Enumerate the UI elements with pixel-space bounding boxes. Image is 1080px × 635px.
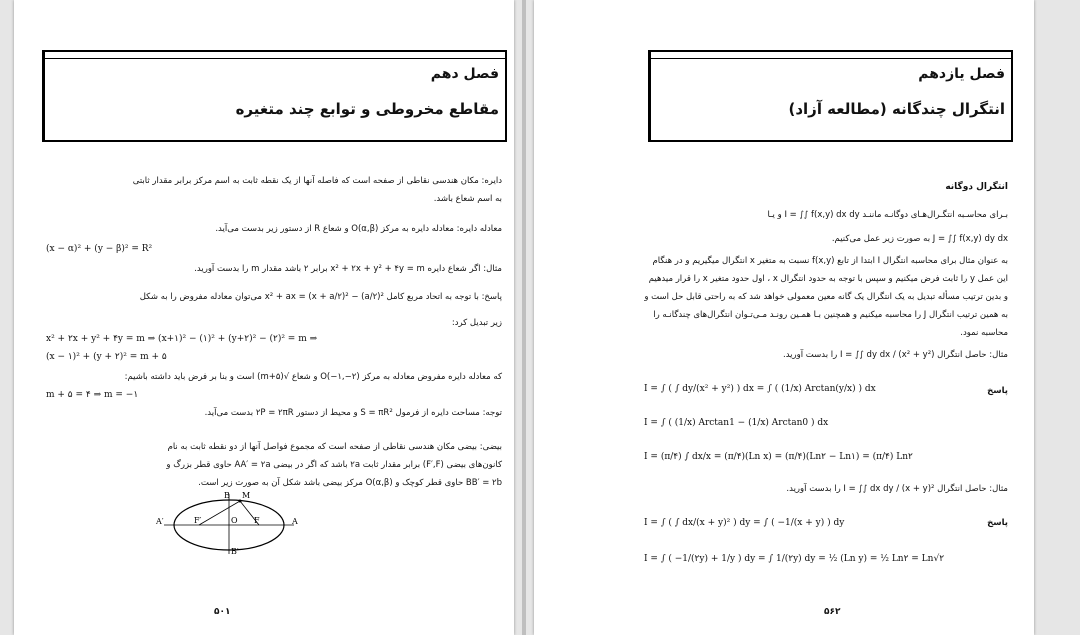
page-number: ۵۰۱: [214, 607, 231, 617]
chapter-title: مقاطع مخروطی و توابع چند متغیره: [235, 100, 499, 118]
circle-equation-text: معادله دایره: معادله دایره به مرکز O(α,β) و شعاع R از دستور زیر بدست می‌آید.: [215, 224, 502, 234]
page-gutter: [522, 0, 526, 635]
paragraph-line-2: این عمل y را ثابت فرض میکنیم و سپس با توجه به حدود انتگرال x ، اول حدود متغیر x را قرار میدهیم: [648, 274, 1008, 284]
solution-step-3: I = (π/۴) ∫ dx/x = (π/۴)(Ln x) = (π/۴)(Ln۲ − Ln۱) = (π/۴) Ln۲: [644, 452, 913, 462]
equation-1: x² + ۲x + y² + ۴y = m ⇒ (x+۱)² − (۱)² + (y+۲)² − (۲)² = m ⇒: [46, 334, 318, 344]
circle-definition-cont: به اسم شعاع باشد.: [433, 194, 502, 204]
chapter-number: فصل یازدهم: [918, 66, 1005, 82]
equation-3: m + ۵ = ۴ ⇒ m = −۱: [46, 390, 139, 400]
example-text: مثال: اگر شعاع دایره x² + ۲x + y² + ۴y = m برابر ۲ باشد مقدار m را بدست آورید.: [194, 264, 502, 274]
note-text: توجه: مساحت دایره از فرمول S = πR² و محیط از دستور ۲P = ۲πR بدست می‌آید.: [204, 408, 502, 418]
solution-step-5: I = ∫ ( −1/(۲y) + 1/y ) dy = ∫ 1/(۲y) dy = ½ (Ln y) = ½ Ln۲ = Ln√۲: [644, 554, 945, 564]
example-2: مثال: حاصل انتگرال I = ∫∫ dx dy / (x + y)² را بدست آورید.: [786, 484, 1008, 494]
equation-2: (x − ۱)² + (y + ۲)² = m + ۵: [46, 352, 167, 362]
ellipse-definition: بیضی: بیضی مکان هندسی نقاطی از صفحه است که مجموع فواصل آنها از دو نقطه ثابت به نام: [167, 442, 502, 452]
fig-label-a-prime: A′: [156, 517, 164, 526]
right-page: [534, 0, 1034, 635]
chapter-header: [648, 50, 1013, 142]
chapter-title: انتگرال چندگانه (مطالعه آزاد): [788, 100, 1005, 118]
intro-text: بـرای محاسـبه انتگـرال‌هـای دوگانـه ماننـد I = ∫∫ f(x,y) dx dy و یـا: [767, 210, 1008, 220]
fig-label-a: A: [292, 517, 298, 526]
answer-text-cont: زیر تبدیل کرد:: [451, 318, 502, 328]
solution-step-4: I = ∫ ( ∫ dx/(x + y)² ) dy = ∫ ( −1/(x + y) ) dy: [644, 518, 845, 528]
chapter-header: [42, 50, 507, 142]
answer-label-2: پاسخ: [987, 518, 1008, 528]
fig-label-m: M: [242, 491, 251, 500]
fig-label-o: O: [231, 516, 238, 525]
chapter-number: فصل دهم: [430, 66, 499, 82]
ellipse-figure: [154, 490, 304, 556]
intro-text-cont: J = ∫∫ f(x,y) dy dx به صورت زیر عمل می‌کنیم.: [831, 234, 1008, 244]
fig-label-f-prime: F′: [194, 516, 202, 525]
fig-label-f: F: [254, 516, 260, 525]
circle-equation: (x − α)² + (y − β)² = R²: [46, 244, 153, 254]
ellipse-definition-3: BB′ = ۲b حاوی قطر کوچک و O(α,β) مرکز بیضی باشد شکل آن به صورت زیر است.: [198, 478, 502, 488]
fig-label-b-prime: B′: [231, 547, 239, 556]
paragraph-line-1: به عنوان مثال برای محاسبه انتگرال I ابتدا از تابع f(x,y) نسبت به متغیر x انتگرال میگیریم و در هنگام: [652, 256, 1008, 266]
paragraph-line-3: و بدین ترتیب مسأله تبدیل به یک انتگرال یک گانه معین معمولی خواهد شد که به راحتی قابل حل است و: [644, 292, 1008, 302]
page-number: ۵۶۲: [824, 607, 841, 617]
solution-step-2: I = ∫ ( (1/x) Arctan1 − (1/x) Arctan0 ) dx: [644, 418, 829, 428]
answer-label-1: پاسخ: [987, 386, 1008, 396]
center-text: که معادله دایره مفروض معادله به مرکز O(−۱,−۲) و شعاع √(m+۵) است و بنا بر فرض باید داشته باشیم:: [124, 372, 502, 382]
section-heading: انتگرال دوگانه: [945, 182, 1008, 192]
answer-text: پاسخ: با توجه به اتحاد مربع کامل x² + ax = (x + a/۲)² − (a/۲)² می‌توان معادله مفروض را به شکل: [139, 292, 502, 302]
paragraph-line-4: به همین ترتیب انتگرال J را محاسبه میکنیم و همچنین بـا همـین رونـد مـی‌تـوان انتگرال‌های چندگانـه را: [653, 310, 1008, 320]
paragraph-line-5: محاسبه نمود.: [960, 328, 1008, 338]
circle-definition: دایره: مکان هندسی نقاطی از صفحه است که فاصله آنها از یک نقطه ثابت به اسم مرکز برابر مقدار ثابتی: [132, 176, 502, 186]
fig-label-b: B: [224, 491, 230, 500]
left-page: [14, 0, 514, 635]
ellipse-definition-2: کانون‌های بیضی (F′,F) برابر مقدار ثابت ۲a باشد که اگر در بیضی AA′ = ۲a حاوی قطر بزرگ و: [166, 460, 502, 470]
solution-step-1: I = ∫ ( ∫ dy/(x² + y²) ) dx = ∫ ( (1/x) Arctan(y/x) ) dx: [644, 384, 876, 394]
example-1: مثال: حاصل انتگرال I = ∫∫ dy dx / (x² + y²) را بدست آورید.: [783, 350, 1008, 360]
